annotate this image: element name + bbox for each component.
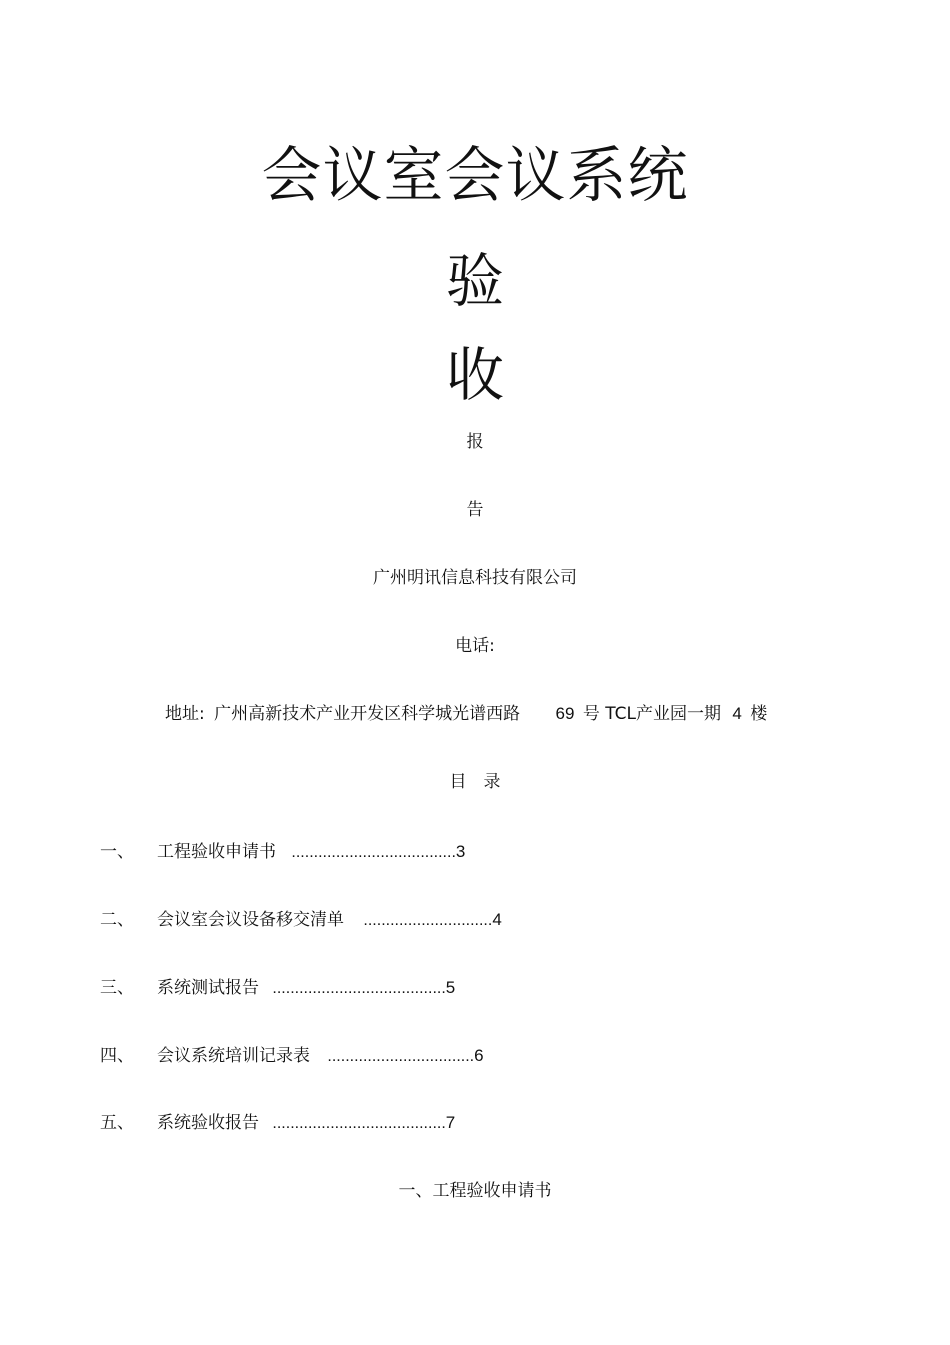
toc-item[interactable] (157, 977, 455, 1000)
toc-item-leader: ..................................... (291, 844, 456, 861)
document-title: 会议室会议系统 (261, 141, 689, 211)
toc-item[interactable] (157, 1112, 455, 1135)
section-heading: 一、工程验收申请书 (398, 1181, 552, 1201)
toc-item-page: 5 (445, 978, 456, 997)
toc-item-page: 7 (445, 1113, 456, 1132)
toc-item-page: 3 (455, 842, 466, 861)
toc-item-label: 工程验收申请书 (157, 842, 276, 862)
toc-item[interactable] (157, 841, 465, 864)
toc-item-page: 6 (474, 1046, 484, 1065)
toc-item[interactable] (157, 909, 502, 932)
title-char-gao: 告 (466, 500, 484, 520)
title-char-shou: 收 (445, 341, 504, 409)
phone-label: 电话: (455, 636, 495, 656)
toc-item-label: 会议室会议设备移交清单 (157, 910, 344, 930)
address-label: 地址: (165, 704, 205, 724)
toc-item-leader: ....................................... (272, 980, 446, 997)
toc-item-label: 会议系统培训记录表 (157, 1046, 310, 1066)
address-street: 广州高新技术产业开发区科学城光谱西路 (214, 704, 521, 724)
address-floor-label: 楼 (750, 704, 768, 724)
toc-heading: 目 录 (449, 772, 501, 792)
title-char-yan: 验 (445, 247, 504, 315)
toc-item-num: 一、 (100, 842, 134, 862)
address-floor-number: 4 (732, 704, 742, 723)
toc-item-leader: ............................. (363, 912, 493, 929)
toc-item-label: 系统测试报告 (157, 978, 259, 998)
address-line (165, 703, 767, 725)
toc-item-num: 二、 (100, 910, 134, 930)
company-name: 广州明讯信息科技有限公司 (373, 568, 577, 588)
address-number: 69 (555, 704, 575, 723)
toc-item-num: 三、 (100, 978, 134, 998)
toc-item-label: 系统验收报告 (157, 1113, 259, 1133)
title-char-bao: 报 (466, 432, 484, 452)
toc-item-page: 4 (492, 910, 502, 929)
toc-item-leader: ................................. (327, 1048, 475, 1065)
toc-item-num: 五、 (100, 1113, 134, 1133)
toc-item-leader: ....................................... (272, 1115, 446, 1132)
toc-item-num: 四、 (100, 1046, 134, 1066)
toc-item[interactable] (157, 1045, 484, 1068)
address-park: 号 TCL产业园一期 (582, 704, 722, 724)
